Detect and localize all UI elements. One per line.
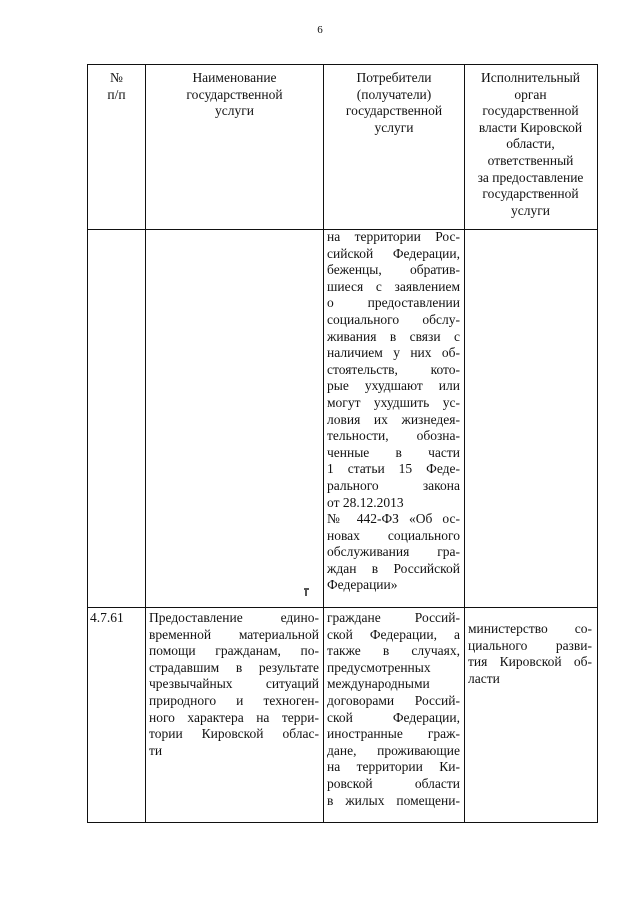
header-service-name [146,70,323,120]
consumers-line: договорами Россий- [327,692,460,708]
consumers-line: 1 статьи 15 Феде- [327,461,460,477]
service-line: ти [149,742,163,758]
service-line: Предоставление едино- [149,610,319,625]
consumers-line: Федерации» [327,577,398,593]
header-line: государственной [345,103,443,119]
consumers-line: сийской Федерации, [327,245,460,261]
service-line: чрезвычайных ситуаций [149,676,319,692]
consumers-line: шиеся с заявлением [327,278,460,294]
authority-line: тия Кировской об- [468,654,592,670]
authority-cell [468,621,592,687]
service-line: тории Кировской облас- [149,726,319,742]
authority-line: министерство со- [468,621,592,636]
authority-line: циального разви- [468,637,592,653]
header-authority [465,70,596,219]
page-number: 6 [317,24,323,36]
consumers-line: международными [327,676,430,692]
continuation-consumers-cell [327,229,460,594]
consumers-line: иностранные граж- [327,726,460,742]
header-line: орган [514,86,547,102]
service-line: природного и техноген- [149,692,319,708]
header-line: за предоставление [477,169,584,185]
service-line: временной материальной [149,626,319,642]
header-line: услуги [511,202,550,218]
row-divider [87,607,598,608]
consumers-line: рые ухудшают или [327,378,460,394]
header-line: власти Кировской [478,119,583,135]
consumers-line: на территории Ки- [327,759,460,775]
consumers-line: новах социального [327,527,460,543]
header-line: Наименование [192,70,277,85]
consumers-line: ровской области [327,775,460,791]
header-line: государственной [186,86,283,102]
header-line: услуги [374,119,414,135]
service-line: ного характера на терри- [149,709,319,725]
service-name-cell [149,610,319,759]
column-divider [145,64,146,823]
scan-artifact [305,590,307,596]
consumers-line: наличием у них об- [327,345,460,361]
header-line: услуги [215,103,254,119]
consumers-line: беженцы, обратив- [327,262,460,278]
consumers-line: предусмотренных [327,659,431,675]
consumers-line: обслуживания гра- [327,544,460,560]
consumers-line: могут ухудшить ус- [327,394,460,410]
column-divider [323,64,324,823]
consumers-line: дане, проживающие [327,742,460,758]
consumers-line: № 442-ФЗ «Об ос- [327,511,460,527]
header-line: № [110,70,123,85]
consumers-line: рального закона [327,477,460,493]
header-line: Исполнительный [480,70,581,85]
consumers-line: ченные в части [327,444,460,460]
consumers-cell [327,610,460,809]
header-line: Потребители [356,70,432,85]
header-number [88,70,145,103]
header-line: государственной [482,103,579,119]
consumers-line: ской Федерации, а [327,626,460,642]
header-line: области, [506,136,555,152]
consumers-line: социального обслу- [327,311,460,327]
header-line: (получатели) [356,86,432,102]
consumers-line: живания в связи с [327,328,460,344]
service-line: страдавшим в результате [149,659,319,675]
header-line: ответственный [487,152,574,168]
row-number-text: 4.7.61 [90,610,124,625]
consumers-line: граждане Россий- [327,610,460,625]
header-consumers [324,70,464,136]
consumers-line: также в случаях, [327,643,460,659]
consumers-line: на территории Рос- [327,229,460,244]
header-line: государственной [482,186,579,202]
consumers-line: стоятельств, кото- [327,361,460,377]
row-number [90,610,143,627]
consumers-line: в жилых помещени- [327,792,460,808]
service-line: помощи гражданам, по- [149,643,319,659]
consumers-line: от 28.12.2013 [327,494,404,510]
consumers-line: ской Федерации, [327,709,460,725]
consumers-line: ждан в Российской [327,560,460,576]
authority-line: ласти [468,670,500,686]
consumers-line: о предоставлении [327,295,460,311]
consumers-line: тельности, обозна- [327,428,460,444]
header-line: п/п [107,86,126,102]
consumers-line: ловия их жизнедея- [327,411,460,427]
